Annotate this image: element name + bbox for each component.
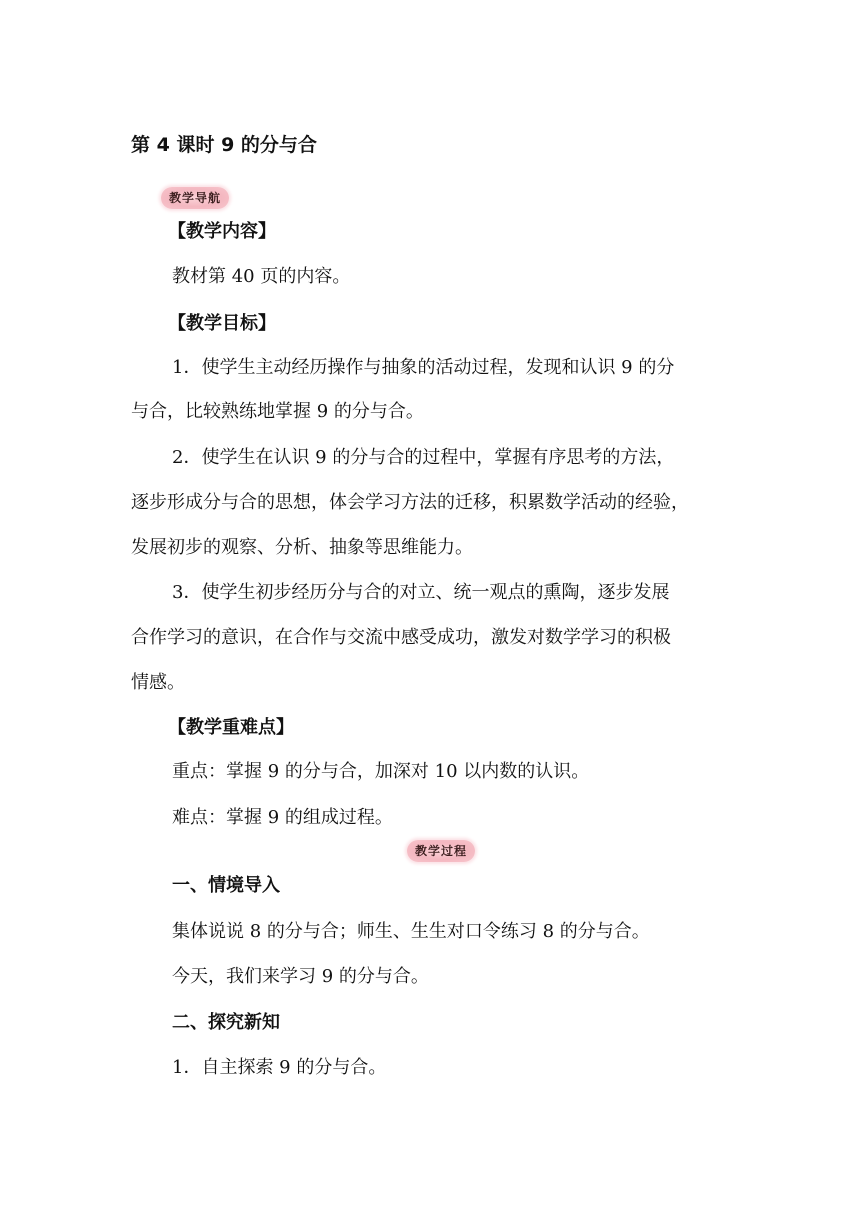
teaching-guide-badge: 教学导航 (161, 187, 229, 209)
key-point-text: 重点：掌握 9 的分与合，加深对 10 以内数的认识。 (172, 761, 590, 782)
section-1-line-1: 集体说说 8 的分与合；师生、生生对口令练习 8 的分与合。 (172, 921, 650, 942)
key-points-heading: 【教学重难点】 (168, 717, 294, 738)
difficult-point-text: 难点：掌握 9 的组成过程。 (172, 807, 393, 828)
content-text: 教材第 40 页的内容。 (172, 266, 351, 287)
section-2-heading: 二、探究新知 (172, 1012, 280, 1033)
objective-3-line-3: 情感。 (131, 672, 185, 693)
content-heading: 【教学内容】 (168, 221, 276, 242)
objective-2-line-2: 逐步形成分与合的思想，体会学习方法的迁移，积累数学活动的经验， (131, 492, 689, 513)
objective-3-line-1: 3．使学生初步经历分与合的对立、统一观点的熏陶，逐步发展 (172, 582, 670, 603)
objective-3-line-2: 合作学习的意识，在合作与交流中感受成功，激发对数学学习的积极 (131, 627, 671, 648)
objective-1-line-2: 与合，比较熟练地掌握 9 的分与合。 (131, 401, 424, 422)
objective-1-line-1: 1．使学生主动经历操作与抽象的活动过程，发现和认识 9 的分 (172, 357, 675, 378)
objectives-heading: 【教学目标】 (168, 313, 276, 334)
teaching-process-badge: 教学过程 (407, 840, 475, 862)
section-1-heading: 一、情境导入 (172, 875, 280, 896)
objective-2-line-1: 2．使学生在认识 9 的分与合的过程中，掌握有序思考的方法， (172, 447, 675, 468)
objective-2-line-3: 发展初步的观察、分析、抽象等思维能力。 (131, 537, 473, 558)
section-1-line-2: 今天，我们来学习 9 的分与合。 (172, 966, 429, 987)
lesson-title: 第 4 课时 9 的分与合 (131, 134, 317, 156)
section-2-line-1: 1．自主探索 9 的分与合。 (172, 1057, 387, 1078)
